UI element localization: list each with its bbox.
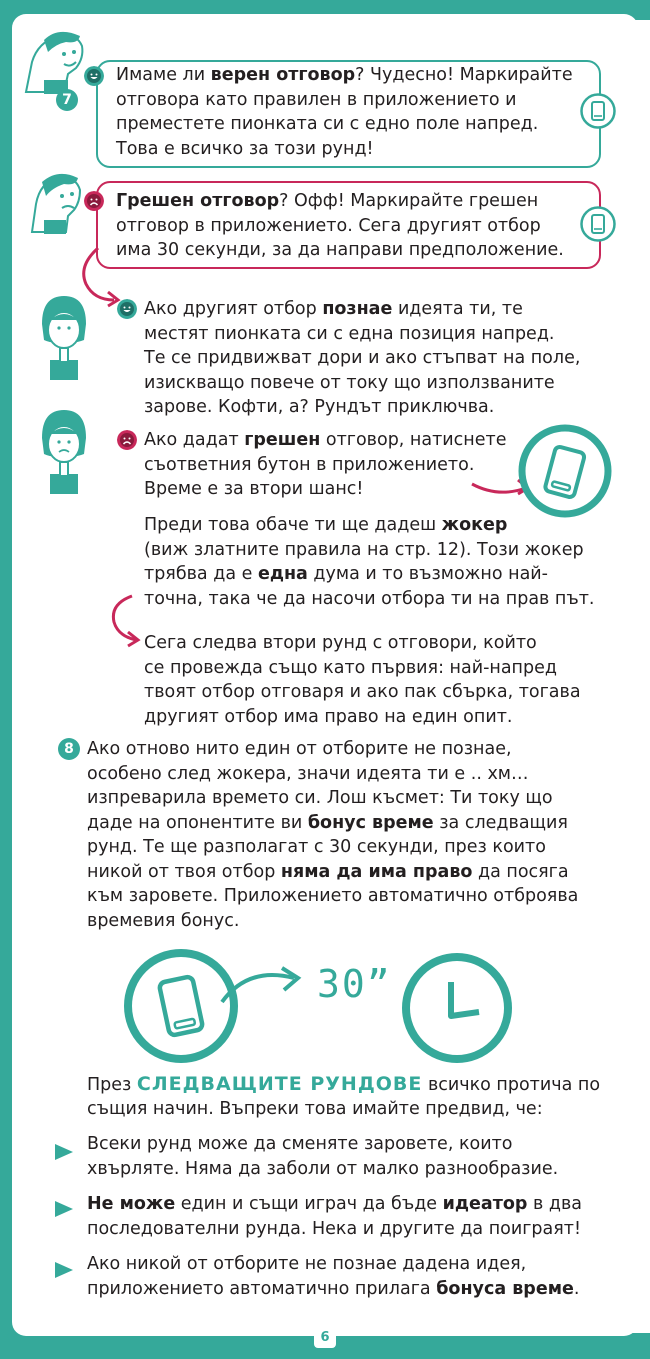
correct-line-1: Имаме ли верен отговор? Чудесно! Маркирайте	[116, 65, 573, 85]
correct-line-4: Това е всичко за този рунд!	[116, 138, 374, 159]
phone-icon	[580, 206, 616, 242]
bullet-1-line-1: Всеки рунд може да сменяте заровете, които	[87, 1134, 513, 1154]
arrow-icon	[218, 962, 306, 1004]
step-8-line-8: времевия бонус.	[87, 910, 240, 931]
person-sad-illustration	[22, 164, 84, 234]
bullet-arrow-icon	[55, 1144, 73, 1160]
step-8-line-4: даде на опонентите ви бонус време за следващия	[87, 812, 568, 833]
phone-icon	[580, 93, 616, 129]
step-8-line-5: рунд. Те ще разполагат с 30 секунди, през които	[87, 837, 546, 857]
phone-icon	[517, 423, 613, 519]
timer-label: 30”	[317, 962, 392, 1006]
second-round-line-2: се провежда също като първия: най-напред	[144, 657, 557, 678]
bullet-3-line-2: приложението автоматично прилага бонуса време.	[87, 1278, 580, 1299]
step-8-line-1: Ако отново нито един от отборите не познае,	[87, 739, 512, 759]
smile-face-icon	[117, 299, 137, 319]
bullet-1-line-2: хвърляте. Няма да заболи от малко разнообразие.	[87, 1158, 559, 1179]
wrong-line-3: има 30 секунди, за да направи предположение.	[116, 240, 564, 260]
sad-face-icon	[117, 430, 137, 450]
wrong-line-2: отговор в приложението. Сега другият отбор	[116, 215, 541, 236]
next-rounds-line-2: същия начин. Въпреки това имайте предвид, че:	[87, 1098, 543, 1119]
person-happy-illustration	[18, 22, 88, 94]
step-8-badge: 8	[58, 738, 80, 760]
other-guess-line-2: местят пионката си с една позиция напред.	[144, 323, 555, 344]
second-round-line-3: твоят отбор отговаря и ако пак сбърка, тогава	[144, 682, 581, 702]
sad-face-icon	[84, 191, 104, 211]
step-8-line-6: никой от твоя отбор няма да има право да посяга	[87, 861, 569, 882]
other-guess-line-1: Ако другият отбор познае идеята ти, те	[144, 299, 523, 319]
step-8-line-7: към заровете. Приложението автоматично отброява	[87, 886, 579, 906]
wrong-line-1: Грешен отговор? Офф! Маркирайте грешен	[116, 191, 539, 211]
bullet-arrow-icon	[55, 1201, 73, 1217]
correct-line-3: преместете пионката си с едно поле напред.	[116, 114, 539, 134]
other-wrong-line-1: Ако дадат грешен отговор, натиснете	[144, 430, 507, 450]
bullet-2-line-2: последователни рунда. Нека и другите да поиграят!	[87, 1218, 581, 1239]
bullet-arrow-icon	[55, 1262, 73, 1278]
step-7-badge: 7	[56, 89, 78, 111]
joker-line-1: Преди това обаче ти ще дадеш жокер	[144, 515, 508, 535]
other-guess-line-5: зарове. Кофти, а? Рундът приключва.	[144, 397, 495, 417]
other-guess-line-4: изискващо повече от току що използваните	[144, 372, 555, 393]
correct-line-2: отговора като правилен в приложението и	[116, 89, 517, 110]
clock-icon	[401, 952, 513, 1064]
bullet-2-line-1: Не може един и същи играч да бъде идеатор в два	[87, 1194, 582, 1214]
joker-line-2: (виж златните правила на стр. 12). Този жокер	[144, 539, 584, 560]
page-number: 6	[314, 1328, 336, 1348]
joker-line-3: трябва да е една дума и то възможно най-	[144, 564, 548, 584]
next-rounds-highlight: СЛЕДВАЩИТЕ РУНДОВЕ	[136, 1073, 423, 1095]
smile-face-icon	[84, 66, 104, 86]
second-round-line-4: другият отбор има право на един опит.	[144, 706, 513, 727]
step-8-line-2: особено след жокера, значи идеята ти е .. хм…	[87, 763, 529, 784]
next-rounds-line-1: През СЛЕДВАЩИТЕ РУНДОВЕ всичко протича по	[87, 1073, 601, 1095]
arrow-icon	[76, 246, 126, 308]
second-round-line-1: Сега следва втори рунд с отговори, който	[144, 633, 537, 653]
person-woman-sad-illustration	[38, 408, 90, 496]
step-8-line-3: изпреварила времето си. Лош късмет: Ти току що	[87, 788, 553, 808]
joker-line-4: точна, така че да насочи отбора ти на прав път.	[144, 588, 595, 609]
other-guess-line-3: Те се придвижват дори и ако стъпват на поле,	[144, 348, 581, 368]
other-wrong-line-2: съответния бутон в приложението.	[144, 454, 475, 475]
bullet-3-line-1: Ако никой от отборите не познае дадена идея,	[87, 1254, 527, 1274]
other-wrong-line-3: Време е за втори шанс!	[144, 479, 364, 499]
